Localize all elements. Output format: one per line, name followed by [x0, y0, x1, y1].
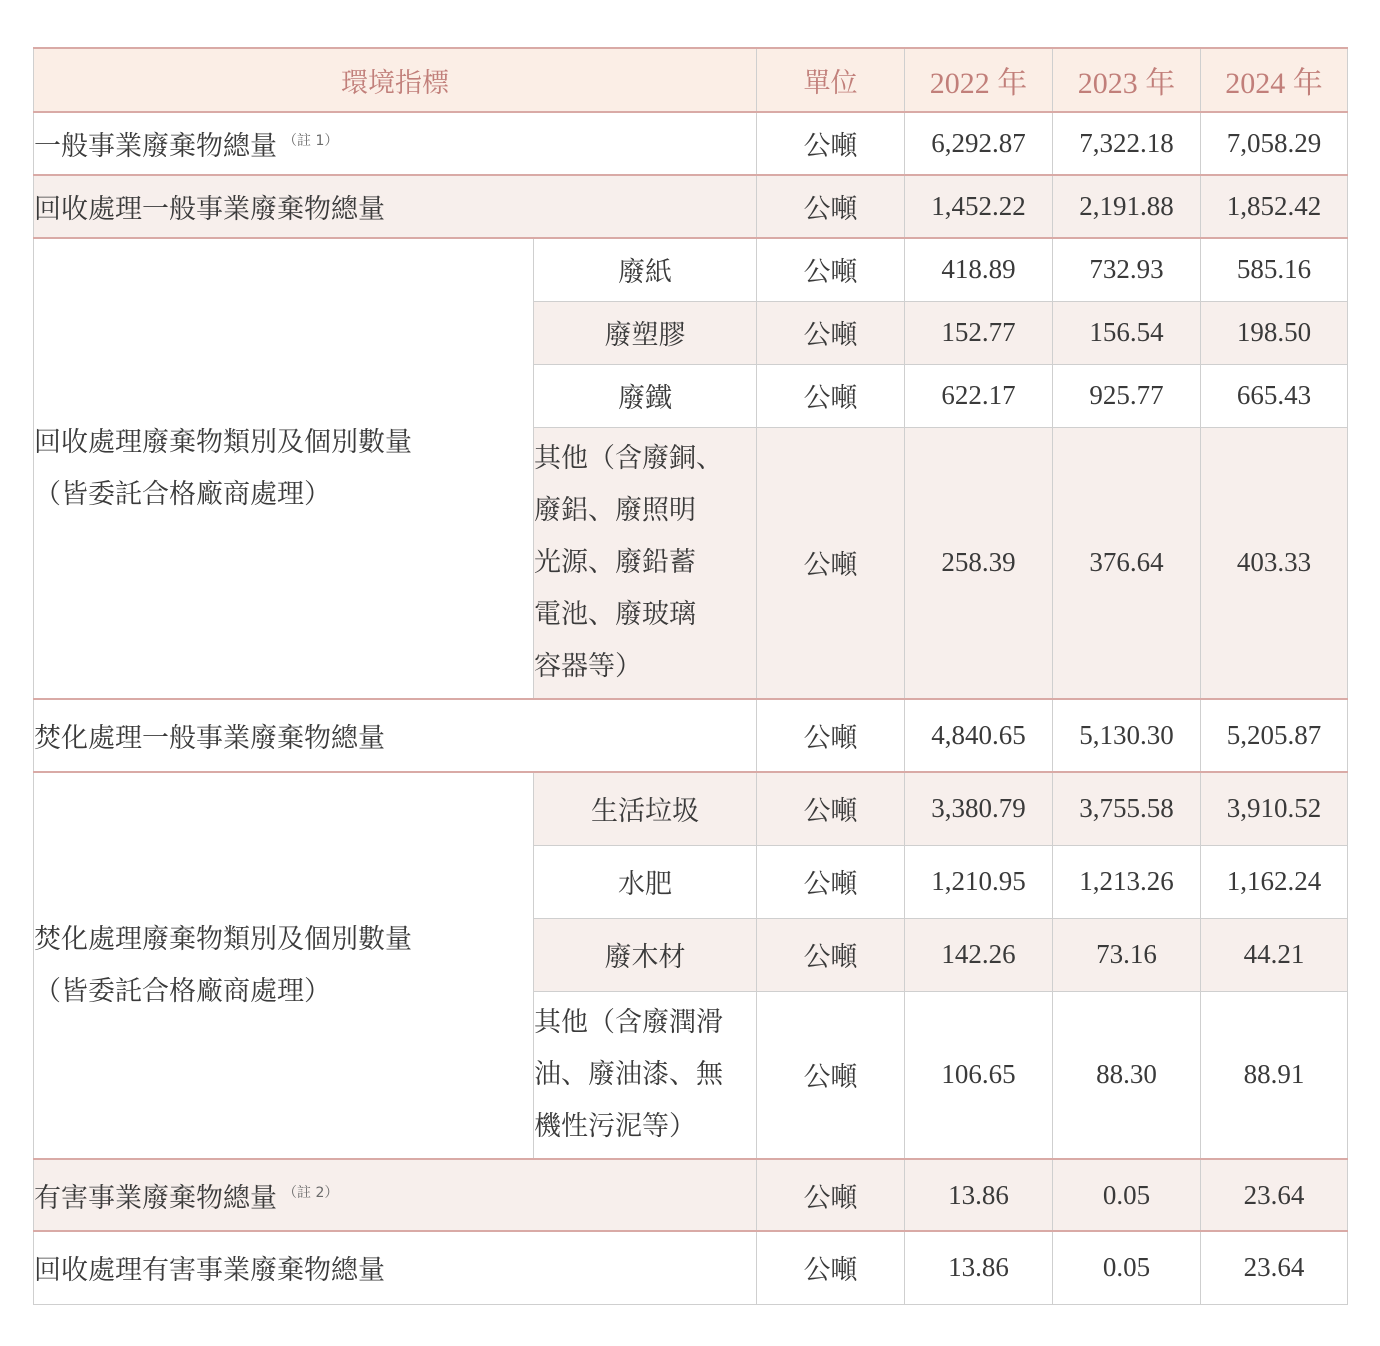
header-year-2024: 2024 年	[1201, 48, 1348, 112]
table-row	[34, 1159, 1348, 1231]
item-name-multiline: 其他（含廢銅、 廢鋁、廢照明 光源、廢鉛蓄 電池、廢玻璃 容器等）	[534, 427, 757, 699]
value-cell: 0.05	[1053, 1231, 1201, 1304]
value-cell: 23.64	[1201, 1159, 1348, 1231]
value-cell: 4,840.65	[905, 699, 1053, 772]
row-label: 一般事業廢棄物總量 $^{(註 1)}$	[34, 112, 757, 175]
value-cell: 1,213.26	[1053, 845, 1201, 918]
incineration-category-label: 焚化處理廢棄物類別及個別數量 （皆委託合格廠商處理）	[34, 772, 534, 1159]
value-cell: 5,205.87	[1201, 699, 1348, 772]
unit-cell: 公噸	[757, 772, 905, 845]
value-cell: 152.77	[905, 301, 1053, 364]
table-row	[34, 238, 1348, 301]
value-cell: 1,210.95	[905, 845, 1053, 918]
value-cell: 13.86	[905, 1231, 1053, 1304]
value-cell: 622.17	[905, 364, 1053, 427]
table-row	[34, 1231, 1348, 1304]
unit-cell: 公噸	[757, 1159, 905, 1231]
item-name: 廢塑膠	[534, 301, 757, 364]
value-cell: 23.64	[1201, 1231, 1348, 1304]
row-label: 回收處理一般事業廢棄物總量	[34, 175, 757, 238]
value-cell: 7,322.18	[1053, 112, 1201, 175]
value-cell: 258.39	[905, 427, 1053, 699]
value-cell: 665.43	[1201, 364, 1348, 427]
unit-cell: 公噸	[757, 427, 905, 699]
value-cell: 2,191.88	[1053, 175, 1201, 238]
unit-cell: 公噸	[757, 699, 905, 772]
unit-cell: 公噸	[757, 364, 905, 427]
unit-cell: 公噸	[757, 175, 905, 238]
value-cell: 6,292.87	[905, 112, 1053, 175]
table-row	[34, 699, 1348, 772]
table-row	[34, 175, 1348, 238]
value-cell: 418.89	[905, 238, 1053, 301]
header-indicator: 環境指標	[34, 48, 757, 112]
value-cell: 44.21	[1201, 918, 1348, 991]
footnote-2: （註 2）	[283, 1184, 339, 1201]
unit-cell: 公噸	[757, 301, 905, 364]
value-cell: 3,755.58	[1053, 772, 1201, 845]
header-unit: 單位	[757, 48, 905, 112]
table-row	[34, 112, 1348, 175]
unit-cell: 公噸	[757, 238, 905, 301]
value-cell: 376.64	[1053, 427, 1201, 699]
value-cell: 1,162.24	[1201, 845, 1348, 918]
value-cell: 198.50	[1201, 301, 1348, 364]
header-row	[34, 48, 1348, 112]
value-cell: 5,130.30	[1053, 699, 1201, 772]
item-name-multiline: 其他（含廢潤滑 油、廢油漆、無 機性污泥等）	[534, 991, 757, 1159]
value-cell: 585.16	[1201, 238, 1348, 301]
table-row	[34, 772, 1348, 845]
recycle-category-label: 回收處理廢棄物類別及個別數量 （皆委託合格廠商處理）	[34, 238, 534, 699]
row-label: 回收處理有害事業廢棄物總量	[34, 1231, 757, 1304]
footnote-1: （註 1）	[283, 133, 339, 149]
value-cell: 7,058.29	[1201, 112, 1348, 175]
value-cell: 156.54	[1053, 301, 1201, 364]
unit-cell: 公噸	[757, 1231, 905, 1304]
value-cell: 142.26	[905, 918, 1053, 991]
environment-indicator-table	[33, 47, 1348, 1305]
item-name: 生活垃圾	[534, 772, 757, 845]
unit-cell: 公噸	[757, 845, 905, 918]
header-year-2023: 2023 年	[1053, 48, 1201, 112]
item-name: 廢木材	[534, 918, 757, 991]
value-cell: 88.30	[1053, 991, 1201, 1159]
value-cell: 925.77	[1053, 364, 1201, 427]
row-label: 焚化處理一般事業廢棄物總量	[34, 699, 757, 772]
value-cell: 3,910.52	[1201, 772, 1348, 845]
value-cell: 1,452.22	[905, 175, 1053, 238]
item-name: 水肥	[534, 845, 757, 918]
row-label: 有害事業廢棄物總量 $^{(註 2)}$	[34, 1159, 757, 1231]
value-cell: 13.86	[905, 1159, 1053, 1231]
value-cell: 0.05	[1053, 1159, 1201, 1231]
item-name: 廢鐵	[534, 364, 757, 427]
value-cell: 3,380.79	[905, 772, 1053, 845]
value-cell: 73.16	[1053, 918, 1201, 991]
header-year-2022: 2022 年	[905, 48, 1053, 112]
value-cell: 403.33	[1201, 427, 1348, 699]
unit-cell: 公噸	[757, 918, 905, 991]
value-cell: 732.93	[1053, 238, 1201, 301]
unit-cell: 公噸	[757, 112, 905, 175]
unit-cell: 公噸	[757, 991, 905, 1159]
value-cell: 106.65	[905, 991, 1053, 1159]
item-name: 廢紙	[534, 238, 757, 301]
value-cell: 1,852.42	[1201, 175, 1348, 238]
value-cell: 88.91	[1201, 991, 1348, 1159]
